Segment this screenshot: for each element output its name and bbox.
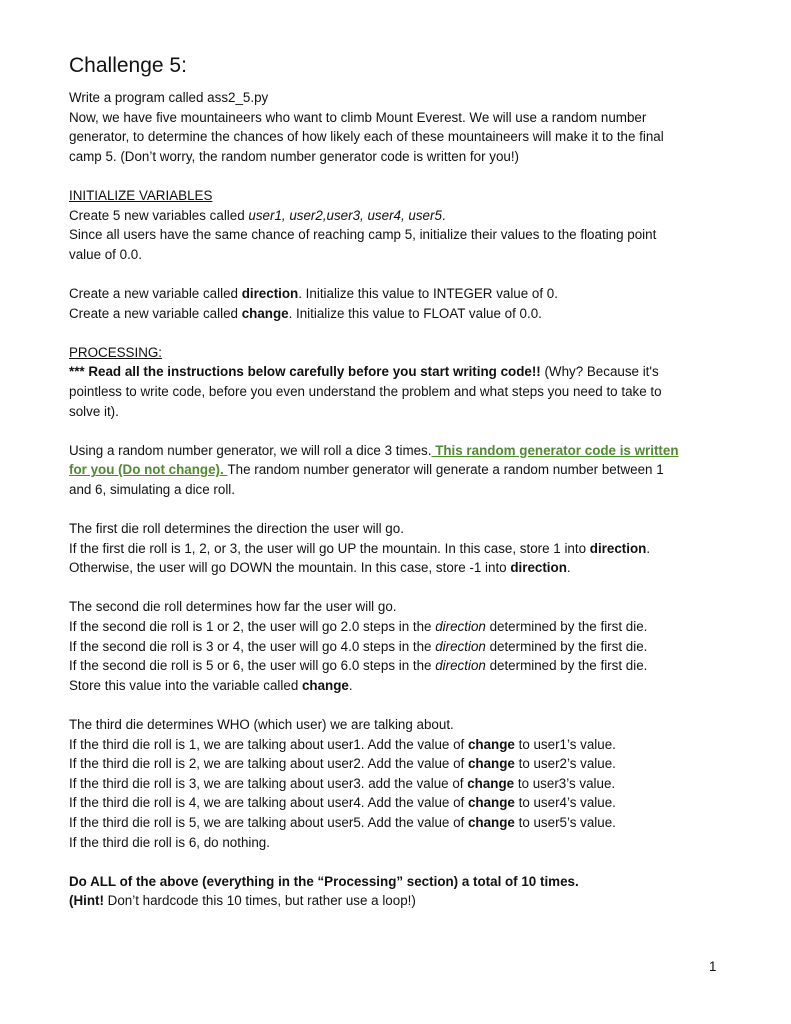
first-die-line: The first die roll determines the direction the user will go. (69, 521, 404, 537)
init-line: Create 5 new variables called user1, user2,user3, user4, user5. (69, 207, 446, 223)
third-die-line: If the third die roll is 5, we are talking about user5. Add the value of change to user5’s value. (69, 814, 616, 830)
processing-line: Using a random number generator, we will roll a dice 3 times. This random generator code is written (69, 442, 679, 458)
intro-line: camp 5. (Don’t worry, the random number generator code is written for you!) (69, 148, 520, 164)
third-die-line: If the third die roll is 6, do nothing. (69, 834, 270, 850)
third-die-line: If the third die roll is 4, we are talking about user4. Add the value of change to user4’s value. (69, 795, 616, 811)
section-heading-initialize: INITIALIZE VARIABLES (69, 187, 213, 203)
first-die-line: Otherwise, the user will go DOWN the mountain. In this case, store -1 into direction. (69, 560, 571, 576)
init-line: Since all users have the same chance of reaching camp 5, initialize their values to the floating point (69, 227, 657, 243)
third-die-line: If the third die roll is 1, we are talking about user1. Add the value of change to user1’s value. (69, 736, 616, 752)
second-die-line: Store this value into the variable called change. (69, 677, 353, 693)
processing-line: pointless to write code, before you even understand the problem and what steps you need to take to (69, 383, 662, 399)
third-die-line: If the third die roll is 2, we are talking about user2. Add the value of change to user2’s value. (69, 756, 616, 772)
third-die-line: The third die determines WHO (which user) we are talking about. (69, 717, 454, 732)
document-body (69, 54, 729, 911)
intro-line: Now, we have five mountaineers who want to climb Mount Everest. We will use a random number (69, 109, 647, 125)
intro-line: generator, to determine the chances of how likely each of these mountaineers will make it to the final (69, 129, 664, 145)
final-instruction: Do ALL of the above (everything in the “Processing” section) a total of 10 times. (69, 873, 579, 889)
second-die-line: The second die roll determines how far the user will go. (69, 599, 397, 615)
intro-line: Write a program called ass2_5.py (69, 90, 269, 105)
section-heading-processing: PROCESSING: (69, 344, 163, 360)
init-line: Create a new variable called direction. Initialize this value to INTEGER value of 0. (69, 285, 558, 301)
page-number: 1 (709, 959, 717, 974)
third-die-line: If the third die roll is 3, we are talking about user3. add the value of change to user3’s value. (69, 775, 616, 791)
second-die-line: If the second die roll is 3 or 4, the user will go 4.0 steps in the direction determined by the first die. (69, 638, 648, 654)
highlighted-note: for you (Do not change). (69, 462, 228, 478)
hint-line: (Hint! Don’t hardcode this 10 times, but rather use a loop!) (69, 893, 416, 909)
processing-line: *** Read all the instructions below carefully before you start writing code!! (Why? Because it's (69, 364, 659, 380)
init-line: Create a new variable called change. Initialize this value to FLOAT value of 0.0. (69, 305, 542, 321)
processing-line: for you (Do not change). The random number generator will generate a random number between 1 (69, 462, 664, 478)
second-die-line: If the second die roll is 1 or 2, the user will go 2.0 steps in the direction determined by the first die. (69, 619, 648, 635)
highlighted-note: This random generator code is written (431, 442, 679, 458)
init-line: value of 0.0. (69, 246, 142, 262)
processing-line: solve it). (69, 403, 119, 419)
first-die-line: If the first die roll is 1, 2, or 3, the user will go UP the mountain. In this case, store 1 into direction. (69, 540, 651, 556)
second-die-line: If the second die roll is 5 or 6, the user will go 6.0 steps in the direction determined by the first die. (69, 658, 648, 674)
page-title: Challenge 5: (69, 54, 187, 77)
processing-line: and 6, simulating a dice roll. (69, 481, 235, 497)
